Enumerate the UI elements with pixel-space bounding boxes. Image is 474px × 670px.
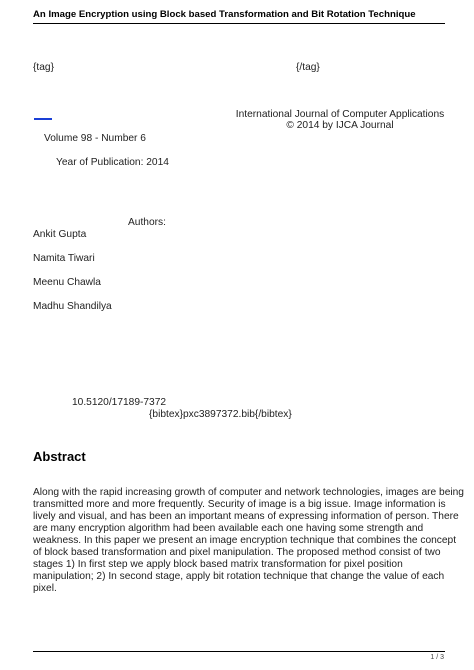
author-name: Namita Tiwari — [33, 253, 95, 264]
journal-name: International Journal of Computer Applications — [235, 109, 445, 120]
abstract-line: stages 1) In first step we apply block based matrix transformation for pixel position — [33, 559, 403, 570]
volume-number: Volume 98 - Number 6 — [44, 133, 146, 144]
tag-open: {tag} — [33, 62, 54, 73]
authors-label: Authors: — [128, 217, 166, 228]
journal-copyright: © 2014 by IJCA Journal — [286, 120, 394, 131]
abstract-heading: Abstract — [33, 449, 86, 464]
abstract-line: of block based transformation and pixel manipulation. The proposed method consist of two — [33, 547, 441, 558]
doi: 10.5120/17189-7372 — [72, 397, 167, 408]
footer-divider — [33, 651, 445, 652]
header-divider — [33, 23, 445, 24]
author-name: Madhu Shandilya — [33, 301, 112, 312]
running-header-title: An Image Encryption using Block based Transformation and Bit Rotation Technique — [33, 9, 416, 20]
abstract-line: transmitted more and more frequently. Security of image is a big issue. Image information is — [33, 499, 446, 510]
abstract-line: are many encryption algorithm had been available each one having some strength and — [33, 523, 424, 534]
bibtex-reference: {bibtex}pxc3897372.bib{/bibtex} — [149, 409, 292, 420]
tag-close: {/tag} — [296, 62, 320, 73]
abstract-line: Along with the rapid increasing growth of computer and network technologies, images are being — [33, 487, 464, 498]
publication-year: Year of Publication: 2014 — [56, 157, 169, 168]
author-name: Ankit Gupta — [33, 229, 87, 240]
abstract-line: lively and visual, and has been an important means of expressing information of person. There — [33, 511, 459, 522]
author-name: Meenu Chawla — [33, 277, 101, 288]
abstract-line: manipulation; 2) In second stage, apply bit rotation technique that change the value of each — [33, 571, 445, 582]
abstract-paragraph — [33, 487, 464, 595]
journal-block — [232, 109, 448, 131]
page-number: 1 / 3 — [430, 654, 444, 661]
abstract-line: weakness. In this paper we present an image encryption technique that combines the concept — [33, 535, 457, 546]
link-mark[interactable] — [34, 118, 52, 120]
abstract-line: pixel. — [33, 583, 57, 594]
